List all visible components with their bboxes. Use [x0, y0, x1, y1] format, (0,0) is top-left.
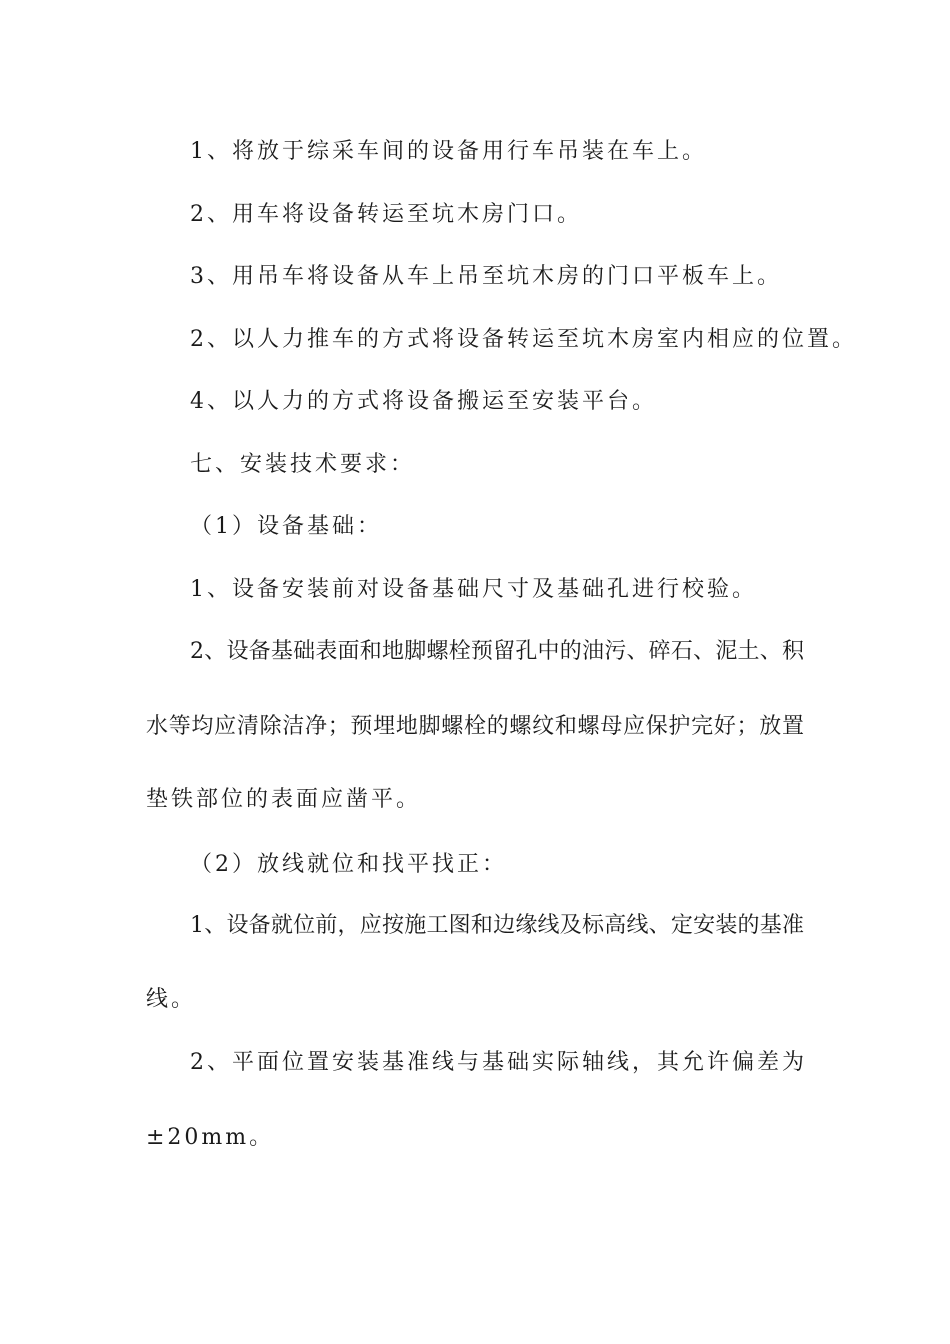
step-4-carry-to-platform: 4、以人力的方式将设备搬运至安装平台。: [190, 389, 657, 414]
foundation-item-2-line-2: 水等均应清除洁净；预埋地脚螺栓的螺纹和螺母应保护完好；放置: [146, 714, 804, 739]
layout-item-1-line-2: 线。: [146, 987, 197, 1012]
step-2-manual-push: 2、以人力推车的方式将设备转运至坑木房室内相应的位置。: [190, 327, 857, 352]
subheading-equipment-foundation: （1）设备基础：: [190, 514, 382, 539]
layout-item-2-line-1: 2、平面位置安装基准线与基础实际轴线，其允许偏差为: [190, 1050, 804, 1075]
section-heading-installation-requirements: 七、安装技术要求：: [190, 452, 416, 477]
foundation-item-2-line-3: 垫铁部位的表面应凿平。: [146, 787, 422, 812]
step-1-crane-loading: 1、将放于综采车间的设备用行车吊装在车上。: [190, 139, 707, 164]
foundation-item-2-line-1: 2、设备基础表面和地脚螺栓预留孔中的油污、碎石、泥土、积: [190, 639, 804, 664]
subheading-layout-and-leveling: （2）放线就位和找平找正：: [190, 852, 507, 877]
layout-item-2-line-2: ±20mm。: [146, 1125, 275, 1150]
layout-item-1-line-1: 1、设备就位前，应按施工图和边缘线及标高线、定安装的基准: [190, 913, 804, 938]
step-2-transport-to-door: 2、用车将设备转运至坑木房门口。: [190, 202, 582, 227]
step-3-lift-to-flatcar: 3、用吊车将设备从车上吊至坑木房的门口平板车上。: [190, 264, 782, 289]
foundation-item-1: 1、设备安装前对设备基础尺寸及基础孔进行校验。: [190, 577, 757, 602]
